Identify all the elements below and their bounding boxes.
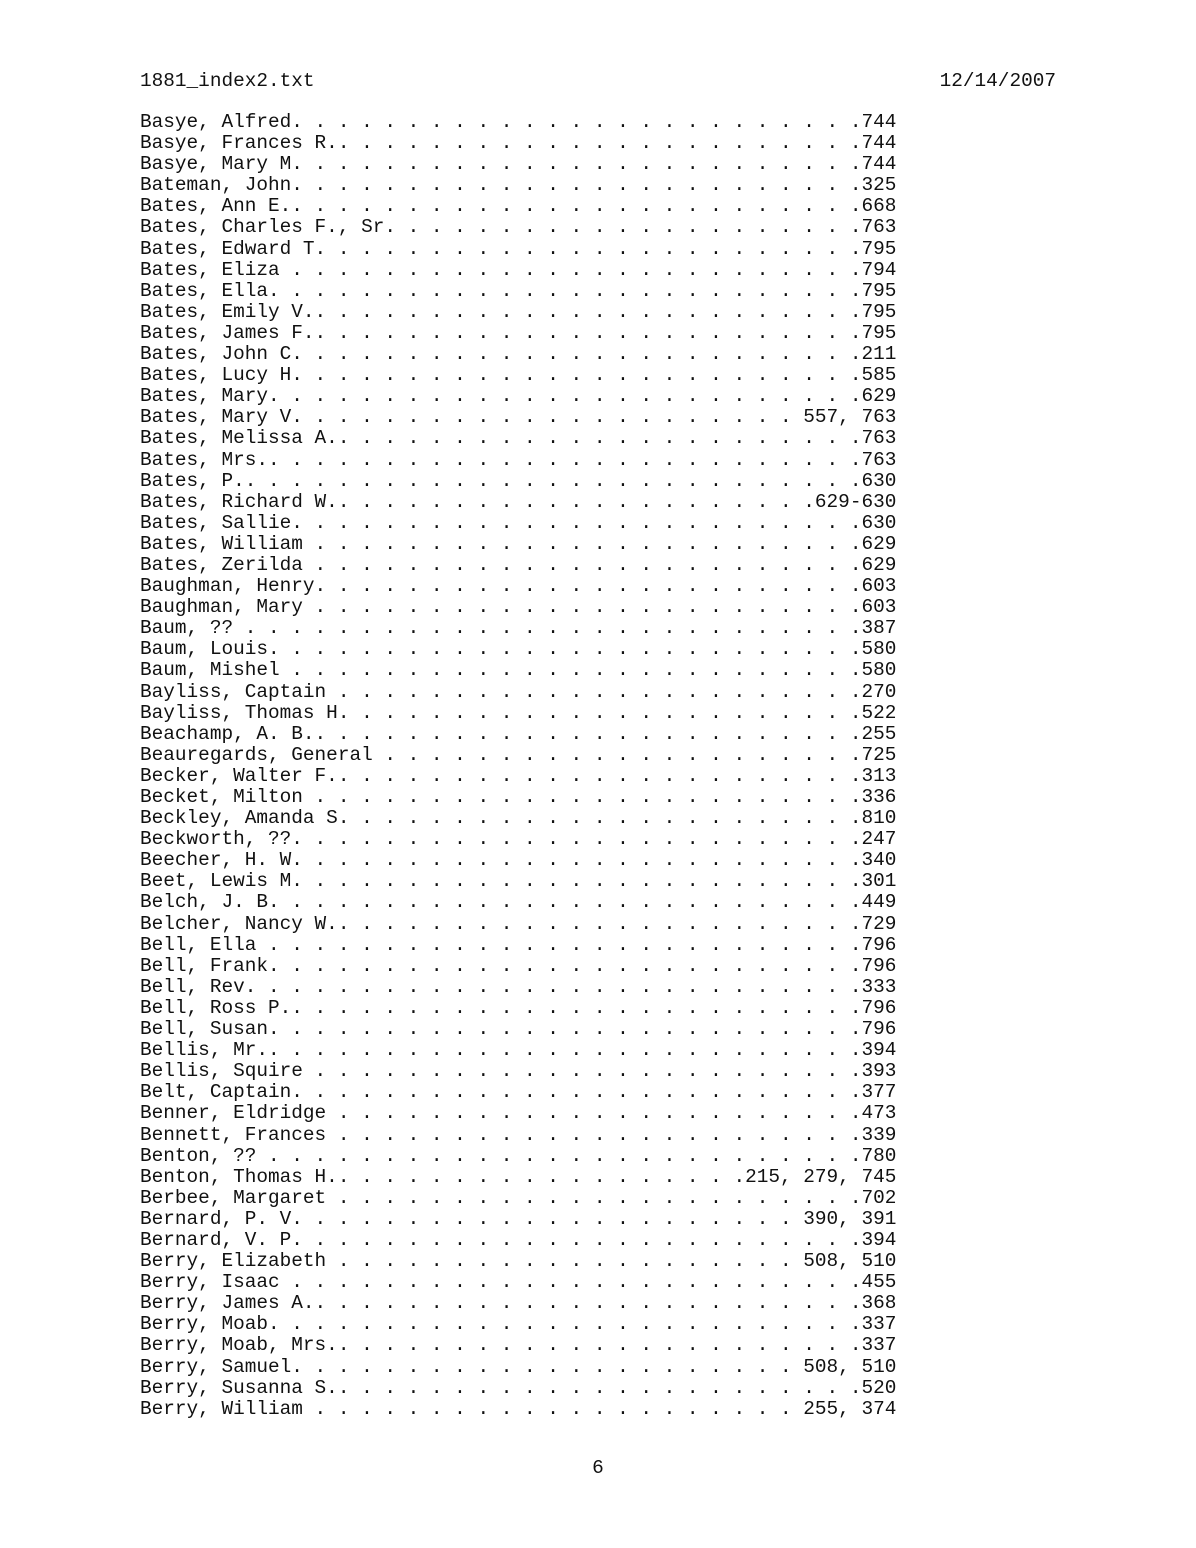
index-entry: Bayliss, Thomas H. . . . . . . . . . . . . . . . . . . . . . .522 bbox=[140, 701, 897, 724]
index-entry: Bates, P.. . . . . . . . . . . . . . . . . . . . . . . . . . .630 bbox=[140, 469, 897, 492]
index-entry: Bayliss, Captain . . . . . . . . . . . . . . . . . . . . . . .270 bbox=[140, 680, 897, 703]
index-entry: Belch, J. B. . . . . . . . . . . . . . . . . . . . . . . . . .449 bbox=[140, 891, 897, 914]
index-entry: Bennett, Frances . . . . . . . . . . . . . . . . . . . . . . .339 bbox=[140, 1123, 897, 1146]
index-entry: Berry, Moab. . . . . . . . . . . . . . . . . . . . . . . . . .337 bbox=[140, 1313, 897, 1336]
index-entry: Basye, Frances R.. . . . . . . . . . . . . . . . . . . . . . .744 bbox=[140, 132, 897, 155]
index-entry: Benner, Eldridge . . . . . . . . . . . . . . . . . . . . . . .473 bbox=[140, 1102, 897, 1125]
index-entry: Baum, Louis. . . . . . . . . . . . . . . . . . . . . . . . . .580 bbox=[140, 638, 897, 661]
index-entry: Bell, Susan. . . . . . . . . . . . . . . . . . . . . . . . . .796 bbox=[140, 1018, 897, 1041]
index-entry: Benton, Thomas H.. . . . . . . . . . . . . . . . . .215, 279, 745 bbox=[140, 1165, 897, 1188]
index-entry: Berry, William . . . . . . . . . . . . . . . . . . . . . 255, 374 bbox=[140, 1397, 897, 1420]
index-entry: Becker, Walter F.. . . . . . . . . . . . . . . . . . . . . . .313 bbox=[140, 764, 897, 787]
index-entry: Bell, Rev. . . . . . . . . . . . . . . . . . . . . . . . . . .333 bbox=[140, 975, 897, 998]
index-entry: Bates, Mary. . . . . . . . . . . . . . . . . . . . . . . . . .629 bbox=[140, 385, 897, 408]
index-entry: Berbee, Margaret . . . . . . . . . . . . . . . . . . . . . . .702 bbox=[140, 1186, 897, 1209]
header-date: 12/14/2007 bbox=[939, 70, 1056, 92]
index-entry: Bates, Melissa A.. . . . . . . . . . . . . . . . . . . . . . .763 bbox=[140, 427, 897, 450]
index-entry: Berry, Moab, Mrs.. . . . . . . . . . . . . . . . . . . . . . .337 bbox=[140, 1334, 897, 1357]
index-entry: Benton, ?? . . . . . . . . . . . . . . . . . . . . . . . . . .780 bbox=[140, 1144, 897, 1167]
index-list bbox=[140, 112, 896, 1420]
index-entry: Belt, Captain. . . . . . . . . . . . . . . . . . . . . . . . .377 bbox=[140, 1081, 897, 1104]
index-entry: Beckley, Amanda S. . . . . . . . . . . . . . . . . . . . . . .810 bbox=[140, 807, 897, 830]
index-entry: Bates, Mrs.. . . . . . . . . . . . . . . . . . . . . . . . . .763 bbox=[140, 448, 897, 471]
index-entry: Bates, John C. . . . . . . . . . . . . . . . . . . . . . . . .211 bbox=[140, 343, 897, 366]
index-entry: Berry, James A.. . . . . . . . . . . . . . . . . . . . . . . .368 bbox=[140, 1292, 897, 1315]
index-entry: Berry, Elizabeth . . . . . . . . . . . . . . . . . . . . 508, 510 bbox=[140, 1250, 897, 1273]
index-entry: Belcher, Nancy W.. . . . . . . . . . . . . . . . . . . . . . .729 bbox=[140, 912, 897, 935]
index-entry: Becket, Milton . . . . . . . . . . . . . . . . . . . . . . . .336 bbox=[140, 786, 897, 808]
index-entry: Bates, Mary V. . . . . . . . . . . . . . . . . . . . . . 557, 763 bbox=[140, 406, 897, 429]
index-entry: Beckworth, ??. . . . . . . . . . . . . . . . . . . . . . . . .247 bbox=[140, 828, 897, 851]
index-entry: Bell, Ross P.. . . . . . . . . . . . . . . . . . . . . . . . .796 bbox=[140, 996, 897, 1019]
index-entry: Bates, Emily V.. . . . . . . . . . . . . . . . . . . . . . . .795 bbox=[140, 300, 897, 323]
index-entry: Bates, James F.. . . . . . . . . . . . . . . . . . . . . . . .795 bbox=[140, 321, 897, 344]
index-entry: Baum, ?? . . . . . . . . . . . . . . . . . . . . . . . . . . .387 bbox=[140, 617, 897, 640]
index-entry: Beecher, H. W. . . . . . . . . . . . . . . . . . . . . . . . .340 bbox=[140, 849, 897, 872]
header-filename: 1881_index2.txt bbox=[140, 70, 315, 92]
index-entry: Bellis, Squire . . . . . . . . . . . . . . . . . . . . . . . .393 bbox=[140, 1060, 897, 1083]
index-entry: Baughman, Henry. . . . . . . . . . . . . . . . . . . . . . . .603 bbox=[140, 575, 897, 598]
index-entry: Baum, Mishel . . . . . . . . . . . . . . . . . . . . . . . . .580 bbox=[140, 659, 897, 682]
index-entry: Bernard, P. V. . . . . . . . . . . . . . . . . . . . . . 390, 391 bbox=[140, 1207, 897, 1230]
index-entry: Bates, Zerilda . . . . . . . . . . . . . . . . . . . . . . . .629 bbox=[140, 553, 897, 576]
index-entry: Bates, Ann E.. . . . . . . . . . . . . . . . . . . . . . . . .668 bbox=[140, 195, 897, 218]
index-entry: Bates, Ella. . . . . . . . . . . . . . . . . . . . . . . . . .795 bbox=[140, 279, 897, 302]
index-entry: Bernard, V. P. . . . . . . . . . . . . . . . . . . . . . . . .394 bbox=[140, 1228, 897, 1251]
index-entry: Bates, Lucy H. . . . . . . . . . . . . . . . . . . . . . . . .585 bbox=[140, 364, 897, 387]
index-entry: Basye, Alfred. . . . . . . . . . . . . . . . . . . . . . . . .744 bbox=[140, 111, 897, 133]
index-entry: Beauregards, General . . . . . . . . . . . . . . . . . . . . .725 bbox=[140, 743, 897, 766]
index-entry: Beachamp, A. B.. . . . . . . . . . . . . . . . . . . . . . . .255 bbox=[140, 722, 897, 745]
index-entry: Berry, Susanna S.. . . . . . . . . . . . . . . . . . . . . . .520 bbox=[140, 1376, 897, 1399]
index-entry: Bates, Edward T. . . . . . . . . . . . . . . . . . . . . . . .795 bbox=[140, 237, 897, 260]
index-entry: Berry, Samuel. . . . . . . . . . . . . . . . . . . . . . 508, 510 bbox=[140, 1355, 897, 1378]
index-entry: Baughman, Mary . . . . . . . . . . . . . . . . . . . . . . . .603 bbox=[140, 596, 897, 619]
index-entry: Bates, Charles F., Sr. . . . . . . . . . . . . . . . . . . . .763 bbox=[140, 216, 897, 239]
index-entry: Bellis, Mr.. . . . . . . . . . . . . . . . . . . . . . . . . .394 bbox=[140, 1039, 897, 1062]
index-entry: Bates, Sallie. . . . . . . . . . . . . . . . . . . . . . . . .630 bbox=[140, 511, 897, 534]
index-entry: Bell, Frank. . . . . . . . . . . . . . . . . . . . . . . . . .796 bbox=[140, 954, 897, 977]
index-entry: Bateman, John. . . . . . . . . . . . . . . . . . . . . . . . .325 bbox=[140, 174, 897, 197]
index-entry: Bates, William . . . . . . . . . . . . . . . . . . . . . . . .629 bbox=[140, 532, 897, 555]
index-entry: Bates, Richard W.. . . . . . . . . . . . . . . . . . . . .629-630 bbox=[140, 490, 897, 513]
page-number: 6 bbox=[592, 1457, 604, 1479]
index-entry: Beet, Lewis M. . . . . . . . . . . . . . . . . . . . . . . . .301 bbox=[140, 870, 897, 893]
index-entry: Bell, Ella . . . . . . . . . . . . . . . . . . . . . . . . . .796 bbox=[140, 933, 897, 956]
index-entry: Berry, Isaac . . . . . . . . . . . . . . . . . . . . . . . . .455 bbox=[140, 1271, 897, 1294]
index-entry: Bates, Eliza . . . . . . . . . . . . . . . . . . . . . . . . .794 bbox=[140, 258, 897, 281]
index-entry: Basye, Mary M. . . . . . . . . . . . . . . . . . . . . . . . .744 bbox=[140, 153, 897, 176]
page-header bbox=[140, 68, 1056, 94]
